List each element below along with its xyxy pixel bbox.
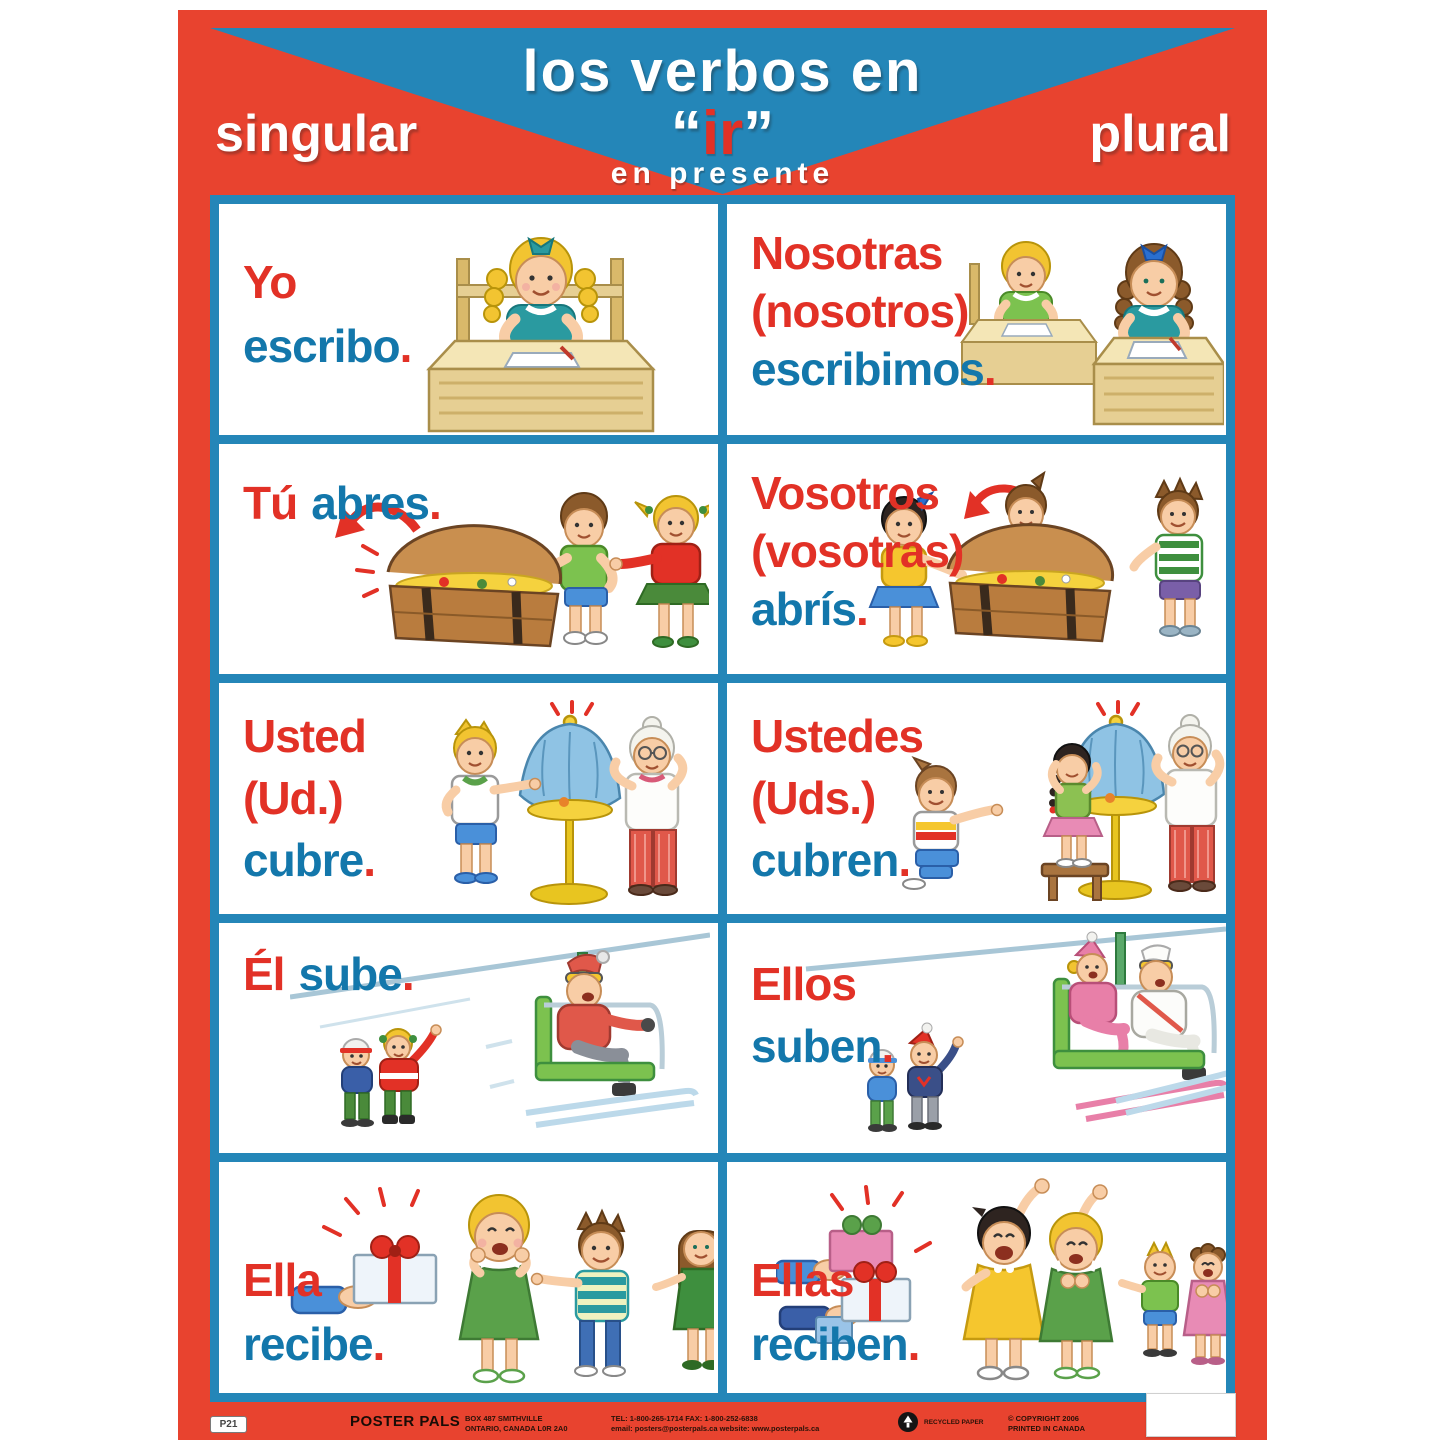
pronoun-text: Tú: [243, 476, 298, 529]
cell-nosotras-escribimos: [727, 204, 1226, 435]
poster-subtitle: en presente: [610, 157, 835, 190]
pronoun-alt-text: (vosotras): [751, 524, 964, 577]
verb-text: escribimos: [751, 343, 984, 395]
period-text: .: [401, 947, 414, 1000]
pronoun-text: Ellas: [751, 1254, 854, 1307]
period-text: .: [399, 320, 412, 372]
period-text: .: [881, 1019, 894, 1072]
copyright-notice: [1008, 1414, 1085, 1433]
cell-caption: [751, 705, 923, 891]
web-line: email: posters@posterpals.ca website: www.posterpals.ca: [611, 1423, 820, 1433]
period-text: .: [363, 834, 376, 887]
publisher-contact: [611, 1414, 819, 1433]
verb-text: suben: [751, 1019, 882, 1072]
column-label-singular: singular: [215, 105, 418, 163]
illustration-girl-writing-at-desk-icon: [391, 221, 691, 433]
cell-usted-cubre: [219, 683, 718, 914]
recycled-paper-icon: [898, 1412, 918, 1432]
recycled-paper-label: RECYCLED PAPER: [924, 1418, 984, 1426]
phone-line: TEL: 1-800-265-1714 FAX: 1-800-252-6838: [611, 1414, 758, 1423]
cell-caption: [751, 464, 963, 638]
footer: [178, 1402, 1267, 1440]
cell-ustedes-cubren: [727, 683, 1226, 914]
publisher-address: [465, 1414, 568, 1433]
pronoun-text: Ellos: [751, 957, 856, 1010]
pronoun-text: Vosotros: [751, 466, 939, 519]
blank-sticker: [1146, 1393, 1236, 1437]
period-text: .: [907, 1318, 920, 1371]
cell-caption: [751, 1248, 919, 1376]
pronoun-alt-text: (nosotros): [751, 285, 969, 337]
close-quote: ”: [743, 99, 775, 168]
period-text: .: [428, 476, 441, 529]
verb-text: abrís: [751, 582, 856, 635]
cell-ellas-reciben: [727, 1162, 1226, 1393]
cell-caption: [243, 705, 375, 891]
recycled-paper-note: [898, 1412, 983, 1432]
pronoun-text: Él: [243, 947, 285, 1000]
illustration-covering-birdcage-icon: [380, 700, 710, 912]
cell-ella-recibe: [219, 1162, 718, 1393]
open-quote: “: [670, 99, 702, 168]
pronoun-text: Nosotras: [751, 227, 943, 279]
cell-tu-abres: [219, 444, 718, 675]
cell-yo-escribo: [219, 204, 718, 435]
copyright-line-2: PRINTED IN CANADA: [1008, 1423, 1086, 1433]
pronoun-alt-text: (Uds.): [751, 772, 876, 825]
verb-text: abres: [311, 476, 429, 529]
pronoun-alt-text: (Ud.): [243, 772, 343, 825]
item-code-label: P21: [210, 1416, 247, 1433]
pronoun-text: Usted: [243, 710, 366, 763]
column-label-plural: plural: [1089, 105, 1231, 163]
period-text: .: [898, 834, 911, 887]
period-text: .: [372, 1318, 385, 1371]
cell-ellos-suben: [727, 923, 1226, 1154]
copyright-line-1: © COPYRIGHT 2006: [1008, 1414, 1079, 1423]
verb-ir: ir: [701, 99, 744, 168]
period-text: .: [983, 343, 996, 395]
cell-el-sube: [219, 923, 718, 1154]
publisher-name: POSTER PALS: [350, 1413, 461, 1430]
cell-vosotros-abris: [727, 444, 1226, 675]
verb-text: cubre: [243, 834, 364, 887]
cell-caption: [243, 250, 411, 378]
address-line-2: ONTARIO, CANADA L0R 2A0: [465, 1423, 568, 1433]
poster-title: los verbos en: [522, 39, 923, 104]
pronoun-text: Yo: [243, 256, 297, 308]
verb-text: recibe: [243, 1318, 373, 1371]
verb-text: reciben: [751, 1318, 908, 1371]
conjugation-grid: [210, 195, 1235, 1402]
pronoun-text: Ustedes: [751, 710, 923, 763]
verb-text: sube: [298, 947, 402, 1000]
cell-caption: [243, 945, 428, 1003]
pronoun-text: Ella: [243, 1254, 321, 1307]
spanish-verb-poster: [178, 10, 1267, 1440]
cell-caption: [751, 224, 996, 398]
period-text: .: [855, 582, 868, 635]
verb-text: cubren: [751, 834, 899, 887]
verb-text: escribo: [243, 320, 400, 372]
cell-caption: [751, 953, 893, 1077]
cell-caption: [243, 474, 455, 532]
address-line-1: BOX 487 SMITHVILLE: [465, 1414, 543, 1423]
cell-caption: [243, 1248, 384, 1376]
